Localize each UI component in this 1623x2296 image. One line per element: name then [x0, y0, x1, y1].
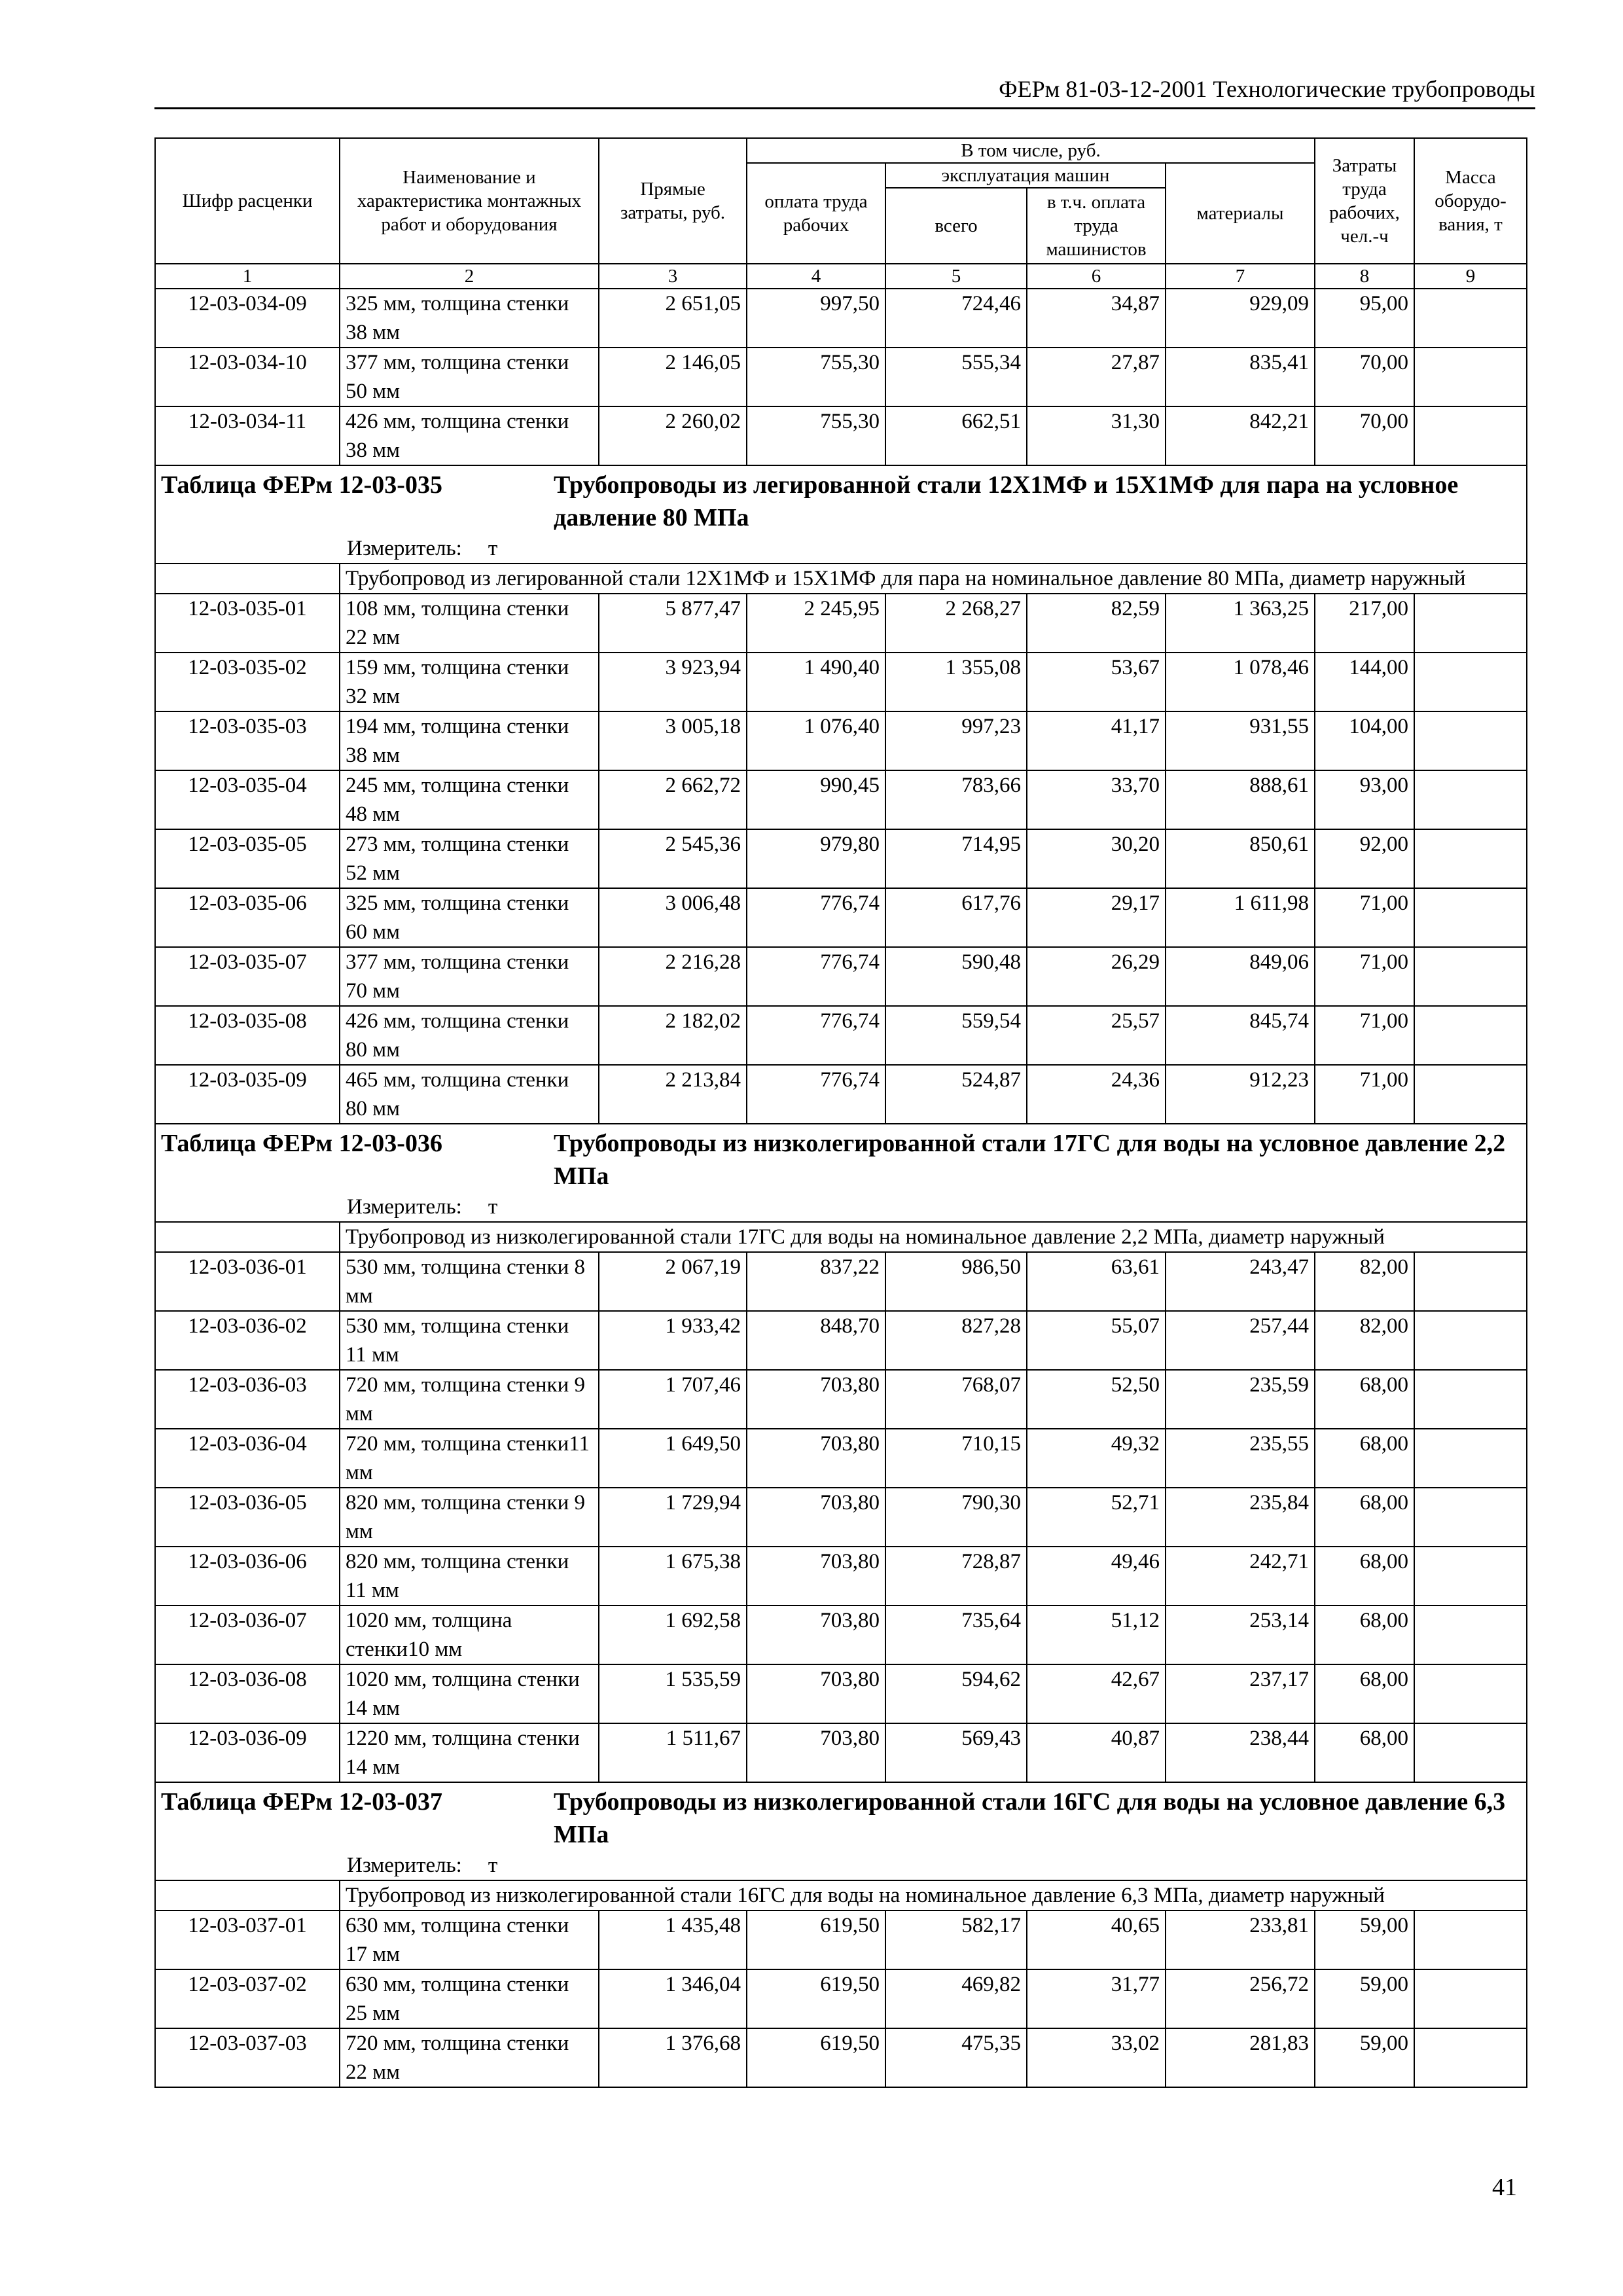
direct-costs: 1 675,38 [599, 1547, 747, 1605]
col-header-materials: материалы [1166, 163, 1315, 264]
machines-total: 1 355,08 [885, 653, 1027, 711]
work-name: 1020 мм, толщина стенки10 мм [340, 1605, 599, 1664]
column-number: 5 [885, 264, 1027, 289]
rate-code: 12-03-036-04 [155, 1429, 340, 1488]
labor-pay: 703,80 [747, 1605, 885, 1664]
operator-pay: 52,50 [1027, 1370, 1166, 1429]
labor-pay: 997,50 [747, 289, 885, 348]
direct-costs: 1 707,46 [599, 1370, 747, 1429]
labor-pay: 619,50 [747, 1910, 885, 1969]
materials: 256,72 [1166, 1969, 1315, 2028]
col-header-operator-pay: в т.ч. оплата труда машинистов [1027, 188, 1166, 264]
rates-table [154, 137, 1527, 2088]
column-number: 4 [747, 264, 885, 289]
operator-pay: 29,17 [1027, 888, 1166, 947]
labor-pay: 619,50 [747, 1969, 885, 2028]
rate-code: 12-03-037-03 [155, 2028, 340, 2087]
equipment-mass [1414, 947, 1527, 1006]
labor-hours: 68,00 [1315, 1488, 1414, 1547]
column-number: 3 [599, 264, 747, 289]
direct-costs: 1 729,94 [599, 1488, 747, 1547]
work-name: 273 мм, толщина стенки 52 мм [340, 829, 599, 888]
rate-code: 12-03-035-01 [155, 594, 340, 653]
labor-pay: 755,30 [747, 348, 885, 406]
table-title-cell [155, 1782, 1527, 1851]
table-row [155, 829, 1527, 888]
description-blank [155, 1222, 340, 1252]
labor-hours: 59,00 [1315, 1910, 1414, 1969]
rate-code: 12-03-036-07 [155, 1605, 340, 1664]
direct-costs: 2 545,36 [599, 829, 747, 888]
equipment-mass [1414, 348, 1527, 406]
materials: 845,74 [1166, 1006, 1315, 1065]
labor-pay: 776,74 [747, 1006, 885, 1065]
work-name: 245 мм, толщина стенки 48 мм [340, 770, 599, 829]
rate-code: 12-03-037-02 [155, 1969, 340, 2028]
operator-pay: 40,65 [1027, 1910, 1166, 1969]
materials: 281,83 [1166, 2028, 1315, 2087]
col-header-machines-total: всего [885, 188, 1027, 264]
table-row [155, 770, 1527, 829]
operator-pay: 31,77 [1027, 1969, 1166, 2028]
machines-total: 827,28 [885, 1311, 1027, 1370]
rate-code: 12-03-036-03 [155, 1370, 340, 1429]
operator-pay: 33,02 [1027, 2028, 1166, 2087]
machines-total: 469,82 [885, 1969, 1027, 2028]
labor-pay: 703,80 [747, 1488, 885, 1547]
labor-pay: 837,22 [747, 1252, 885, 1311]
materials: 243,47 [1166, 1252, 1315, 1311]
equipment-mass [1414, 1664, 1527, 1723]
table-row [155, 594, 1527, 653]
direct-costs: 1 692,58 [599, 1605, 747, 1664]
work-name: 530 мм, толщина стенки 8 мм [340, 1252, 599, 1311]
direct-costs: 1 933,42 [599, 1311, 747, 1370]
direct-costs: 1 346,04 [599, 1969, 747, 2028]
rate-code: 12-03-035-05 [155, 829, 340, 888]
table-title-row [155, 1124, 1527, 1193]
measure-unit: т [488, 1195, 498, 1219]
table-row [155, 406, 1527, 465]
work-name: 820 мм, толщина стенки 11 мм [340, 1547, 599, 1605]
labor-pay: 1 490,40 [747, 653, 885, 711]
direct-costs: 2 260,02 [599, 406, 747, 465]
machines-total: 559,54 [885, 1006, 1027, 1065]
direct-costs: 3 005,18 [599, 711, 747, 770]
machines-total: 986,50 [885, 1252, 1027, 1311]
direct-costs: 1 649,50 [599, 1429, 747, 1488]
equipment-mass [1414, 653, 1527, 711]
direct-costs: 3 006,48 [599, 888, 747, 947]
materials: 238,44 [1166, 1723, 1315, 1782]
equipment-mass [1414, 1547, 1527, 1605]
equipment-mass [1414, 770, 1527, 829]
column-number: 8 [1315, 264, 1414, 289]
measure-row [155, 534, 1527, 564]
work-name: 426 мм, толщина стенки 80 мм [340, 1006, 599, 1065]
table-row [155, 1605, 1527, 1664]
table-row [155, 1311, 1527, 1370]
page-header: ФЕРм 81-03-12-2001 Технологические трубопроводы [154, 73, 1535, 109]
direct-costs: 2 182,02 [599, 1006, 747, 1065]
table-row [155, 711, 1527, 770]
table-label: Таблица ФЕРм 12-03-037 [161, 1788, 442, 1816]
measure-cell [155, 1851, 1527, 1880]
machines-total: 582,17 [885, 1910, 1027, 1969]
table-row [155, 2028, 1527, 2087]
equipment-mass [1414, 888, 1527, 947]
measure-row [155, 1851, 1527, 1880]
table-row [155, 348, 1527, 406]
table-row [155, 1664, 1527, 1723]
machines-total: 590,48 [885, 947, 1027, 1006]
direct-costs: 2 067,19 [599, 1252, 747, 1311]
column-number: 7 [1166, 264, 1315, 289]
direct-costs: 1 535,59 [599, 1664, 747, 1723]
labor-pay: 776,74 [747, 888, 885, 947]
materials: 235,84 [1166, 1488, 1315, 1547]
labor-hours: 144,00 [1315, 653, 1414, 711]
labor-pay: 703,80 [747, 1429, 885, 1488]
column-number: 9 [1414, 264, 1527, 289]
operator-pay: 51,12 [1027, 1605, 1166, 1664]
labor-hours: 71,00 [1315, 947, 1414, 1006]
table-title: Трубопроводы из низколегированной стали 16ГС для воды на условное давление 6,3 МПа [554, 1788, 1506, 1848]
column-numbers-row [155, 264, 1527, 289]
equipment-mass [1414, 2028, 1527, 2087]
rate-code: 12-03-036-01 [155, 1252, 340, 1311]
description-blank [155, 1880, 340, 1910]
work-name: 108 мм, толщина стенки 22 мм [340, 594, 599, 653]
direct-costs: 2 662,72 [599, 770, 747, 829]
equipment-mass [1414, 594, 1527, 653]
materials: 888,61 [1166, 770, 1315, 829]
direct-costs: 1 511,67 [599, 1723, 747, 1782]
work-name: 720 мм, толщина стенки 22 мм [340, 2028, 599, 2087]
direct-costs: 1 435,48 [599, 1910, 747, 1969]
work-name: 377 мм, толщина стенки 50 мм [340, 348, 599, 406]
table-row [155, 1488, 1527, 1547]
measure-row [155, 1193, 1527, 1222]
labor-hours: 68,00 [1315, 1547, 1414, 1605]
work-name: 465 мм, толщина стенки 80 мм [340, 1065, 599, 1124]
col-header-incl: В том числе, руб. [747, 138, 1315, 163]
work-name: 720 мм, толщина стенки 9 мм [340, 1370, 599, 1429]
machines-total: 594,62 [885, 1664, 1027, 1723]
machines-total: 475,35 [885, 2028, 1027, 2087]
rate-code: 12-03-034-09 [155, 289, 340, 348]
work-name: 630 мм, толщина стенки 25 мм [340, 1969, 599, 2028]
measure-label: Измеритель: [347, 1854, 462, 1877]
labor-hours: 71,00 [1315, 1065, 1414, 1124]
direct-costs: 3 923,94 [599, 653, 747, 711]
labor-hours: 82,00 [1315, 1252, 1414, 1311]
column-number: 1 [155, 264, 340, 289]
table-label: Таблица ФЕРм 12-03-036 [161, 1130, 442, 1157]
materials: 931,55 [1166, 711, 1315, 770]
measure-label: Измеритель: [347, 537, 462, 560]
machines-total: 790,30 [885, 1488, 1027, 1547]
materials: 257,44 [1166, 1311, 1315, 1370]
col-header-labor-pay: оплата труда рабочих [747, 163, 885, 264]
materials: 849,06 [1166, 947, 1315, 1006]
measure-cell [155, 534, 1527, 564]
machines-total: 2 268,27 [885, 594, 1027, 653]
table-label: Таблица ФЕРм 12-03-035 [161, 471, 442, 499]
work-name: 194 мм, толщина стенки 38 мм [340, 711, 599, 770]
operator-pay: 42,67 [1027, 1664, 1166, 1723]
table-body [155, 289, 1527, 2087]
direct-costs: 1 376,68 [599, 2028, 747, 2087]
labor-pay: 776,74 [747, 1065, 885, 1124]
equipment-mass [1414, 406, 1527, 465]
labor-hours: 71,00 [1315, 888, 1414, 947]
labor-pay: 776,74 [747, 947, 885, 1006]
materials: 1 611,98 [1166, 888, 1315, 947]
column-number: 6 [1027, 264, 1166, 289]
table-title: Трубопроводы из низколегированной стали 17ГС для воды на условное давление 2,2 МПа [554, 1130, 1506, 1190]
work-name: 159 мм, толщина стенки 32 мм [340, 653, 599, 711]
operator-pay: 40,87 [1027, 1723, 1166, 1782]
measure-unit: т [488, 537, 498, 560]
operator-pay: 25,57 [1027, 1006, 1166, 1065]
operator-pay: 27,87 [1027, 348, 1166, 406]
rate-code: 12-03-036-09 [155, 1723, 340, 1782]
description-row [155, 1222, 1527, 1252]
direct-costs: 2 146,05 [599, 348, 747, 406]
materials: 929,09 [1166, 289, 1315, 348]
section-description: Трубопровод из низколегированной стали 17ГС для воды на номинальное давление 2,2 МПа, диаметр наружный [340, 1222, 1527, 1252]
materials: 237,17 [1166, 1664, 1315, 1723]
equipment-mass [1414, 289, 1527, 348]
description-row [155, 1880, 1527, 1910]
labor-pay: 619,50 [747, 2028, 885, 2087]
direct-costs: 2 216,28 [599, 947, 747, 1006]
labor-pay: 979,80 [747, 829, 885, 888]
labor-hours: 70,00 [1315, 406, 1414, 465]
operator-pay: 41,17 [1027, 711, 1166, 770]
rate-code: 12-03-035-02 [155, 653, 340, 711]
table-row [155, 888, 1527, 947]
machines-total: 617,76 [885, 888, 1027, 947]
section-description: Трубопровод из низколегированной стали 16ГС для воды на номинальное давление 6,3 МПа, диаметр наружный [340, 1880, 1527, 1910]
labor-hours: 104,00 [1315, 711, 1414, 770]
operator-pay: 26,29 [1027, 947, 1166, 1006]
machines-total: 569,43 [885, 1723, 1027, 1782]
work-name: 377 мм, толщина стенки 70 мм [340, 947, 599, 1006]
machines-total: 524,87 [885, 1065, 1027, 1124]
measure-unit: т [488, 1854, 498, 1877]
labor-hours: 82,00 [1315, 1311, 1414, 1370]
work-name: 325 мм, толщина стенки 60 мм [340, 888, 599, 947]
table-row [155, 1006, 1527, 1065]
table-row [155, 1370, 1527, 1429]
rate-code: 12-03-034-11 [155, 406, 340, 465]
rate-code: 12-03-036-06 [155, 1547, 340, 1605]
measure-cell [155, 1193, 1527, 1222]
labor-hours: 68,00 [1315, 1605, 1414, 1664]
labor-pay: 848,70 [747, 1311, 885, 1370]
work-name: 530 мм, толщина стенки 11 мм [340, 1311, 599, 1370]
rate-code: 12-03-037-01 [155, 1910, 340, 1969]
work-name: 325 мм, толщина стенки 38 мм [340, 289, 599, 348]
materials: 850,61 [1166, 829, 1315, 888]
equipment-mass [1414, 1006, 1527, 1065]
rate-code: 12-03-035-06 [155, 888, 340, 947]
labor-pay: 2 245,95 [747, 594, 885, 653]
labor-hours: 95,00 [1315, 289, 1414, 348]
operator-pay: 49,46 [1027, 1547, 1166, 1605]
rate-code: 12-03-036-05 [155, 1488, 340, 1547]
col-header-machines: эксплуатация машин [885, 163, 1166, 188]
machines-total: 997,23 [885, 711, 1027, 770]
table-title: Трубопроводы из легированной стали 12Х1МФ и 15Х1МФ для пара на условное давление 80 МПа [554, 471, 1459, 531]
table-row [155, 1252, 1527, 1311]
materials: 1 078,46 [1166, 653, 1315, 711]
labor-hours: 70,00 [1315, 348, 1414, 406]
measure-label: Измеритель: [347, 1195, 462, 1219]
equipment-mass [1414, 1488, 1527, 1547]
machines-total: 728,87 [885, 1547, 1027, 1605]
materials: 235,55 [1166, 1429, 1315, 1488]
equipment-mass [1414, 1065, 1527, 1124]
labor-pay: 1 076,40 [747, 711, 885, 770]
column-number: 2 [340, 264, 599, 289]
materials: 235,59 [1166, 1370, 1315, 1429]
labor-pay: 755,30 [747, 406, 885, 465]
table-row [155, 1969, 1527, 2028]
labor-pay: 703,80 [747, 1370, 885, 1429]
machines-total: 768,07 [885, 1370, 1027, 1429]
section-description: Трубопровод из легированной стали 12Х1МФ и 15Х1МФ для пара на номинальное давление 80 МПа, диаметр наружный [340, 564, 1527, 594]
table-row [155, 947, 1527, 1006]
machines-total: 710,15 [885, 1429, 1027, 1488]
equipment-mass [1414, 1910, 1527, 1969]
rate-code: 12-03-035-04 [155, 770, 340, 829]
materials: 842,21 [1166, 406, 1315, 465]
equipment-mass [1414, 1723, 1527, 1782]
page-number: 41 [1492, 2174, 1517, 2201]
operator-pay: 55,07 [1027, 1311, 1166, 1370]
col-header-code: Шифр расценки [155, 138, 340, 264]
operator-pay: 33,70 [1027, 770, 1166, 829]
labor-hours: 68,00 [1315, 1723, 1414, 1782]
labor-pay: 990,45 [747, 770, 885, 829]
col-header-name: Наименование и характеристика монтажных работ и оборудования [340, 138, 599, 264]
rate-code: 12-03-036-02 [155, 1311, 340, 1370]
materials: 253,14 [1166, 1605, 1315, 1664]
direct-costs: 2 213,84 [599, 1065, 747, 1124]
machines-total: 555,34 [885, 348, 1027, 406]
equipment-mass [1414, 1252, 1527, 1311]
col-header-labor-hours: Затраты труда рабочих, чел.-ч [1315, 138, 1414, 264]
operator-pay: 52,71 [1027, 1488, 1166, 1547]
operator-pay: 63,61 [1027, 1252, 1166, 1311]
labor-hours: 68,00 [1315, 1429, 1414, 1488]
equipment-mass [1414, 1605, 1527, 1664]
machines-total: 724,46 [885, 289, 1027, 348]
equipment-mass [1414, 829, 1527, 888]
labor-hours: 71,00 [1315, 1006, 1414, 1065]
table-title-cell [155, 465, 1527, 534]
machines-total: 714,95 [885, 829, 1027, 888]
work-name: 1020 мм, толщина стенки 14 мм [340, 1664, 599, 1723]
operator-pay: 53,67 [1027, 653, 1166, 711]
operator-pay: 31,30 [1027, 406, 1166, 465]
equipment-mass [1414, 1969, 1527, 2028]
description-row [155, 564, 1527, 594]
work-name: 820 мм, толщина стенки 9 мм [340, 1488, 599, 1547]
materials: 912,23 [1166, 1065, 1315, 1124]
col-header-mass: Масса оборудо-вания, т [1414, 138, 1527, 264]
equipment-mass [1414, 1429, 1527, 1488]
rate-code: 12-03-036-08 [155, 1664, 340, 1723]
table-title-row [155, 465, 1527, 534]
rate-code: 12-03-035-07 [155, 947, 340, 1006]
rate-code: 12-03-035-08 [155, 1006, 340, 1065]
direct-costs: 2 651,05 [599, 289, 747, 348]
equipment-mass [1414, 1311, 1527, 1370]
materials: 1 363,25 [1166, 594, 1315, 653]
machines-total: 783,66 [885, 770, 1027, 829]
rate-code: 12-03-035-03 [155, 711, 340, 770]
materials: 835,41 [1166, 348, 1315, 406]
operator-pay: 82,59 [1027, 594, 1166, 653]
table-title-row [155, 1782, 1527, 1851]
labor-hours: 93,00 [1315, 770, 1414, 829]
col-header-direct: Прямые затраты, руб. [599, 138, 747, 264]
rate-code: 12-03-035-09 [155, 1065, 340, 1124]
operator-pay: 24,36 [1027, 1065, 1166, 1124]
table-row [155, 1910, 1527, 1969]
table-row [155, 1065, 1527, 1124]
table-row [155, 1547, 1527, 1605]
labor-hours: 68,00 [1315, 1370, 1414, 1429]
operator-pay: 34,87 [1027, 289, 1166, 348]
work-name: 720 мм, толщина стенки11 мм [340, 1429, 599, 1488]
machines-total: 662,51 [885, 406, 1027, 465]
labor-hours: 59,00 [1315, 2028, 1414, 2087]
work-name: 1220 мм, толщина стенки 14 мм [340, 1723, 599, 1782]
table-row [155, 289, 1527, 348]
equipment-mass [1414, 711, 1527, 770]
materials: 233,81 [1166, 1910, 1315, 1969]
labor-hours: 59,00 [1315, 1969, 1414, 2028]
table-row [155, 1723, 1527, 1782]
direct-costs: 5 877,47 [599, 594, 747, 653]
labor-hours: 68,00 [1315, 1664, 1414, 1723]
description-blank [155, 564, 340, 594]
materials: 242,71 [1166, 1547, 1315, 1605]
equipment-mass [1414, 1370, 1527, 1429]
labor-pay: 703,80 [747, 1664, 885, 1723]
operator-pay: 49,32 [1027, 1429, 1166, 1488]
labor-hours: 217,00 [1315, 594, 1414, 653]
machines-total: 735,64 [885, 1605, 1027, 1664]
labor-hours: 92,00 [1315, 829, 1414, 888]
operator-pay: 30,20 [1027, 829, 1166, 888]
labor-pay: 703,80 [747, 1723, 885, 1782]
work-name: 426 мм, толщина стенки 38 мм [340, 406, 599, 465]
table-row [155, 1429, 1527, 1488]
table-title-cell [155, 1124, 1527, 1193]
work-name: 630 мм, толщина стенки 17 мм [340, 1910, 599, 1969]
rate-code: 12-03-034-10 [155, 348, 340, 406]
labor-pay: 703,80 [747, 1547, 885, 1605]
table-row [155, 653, 1527, 711]
